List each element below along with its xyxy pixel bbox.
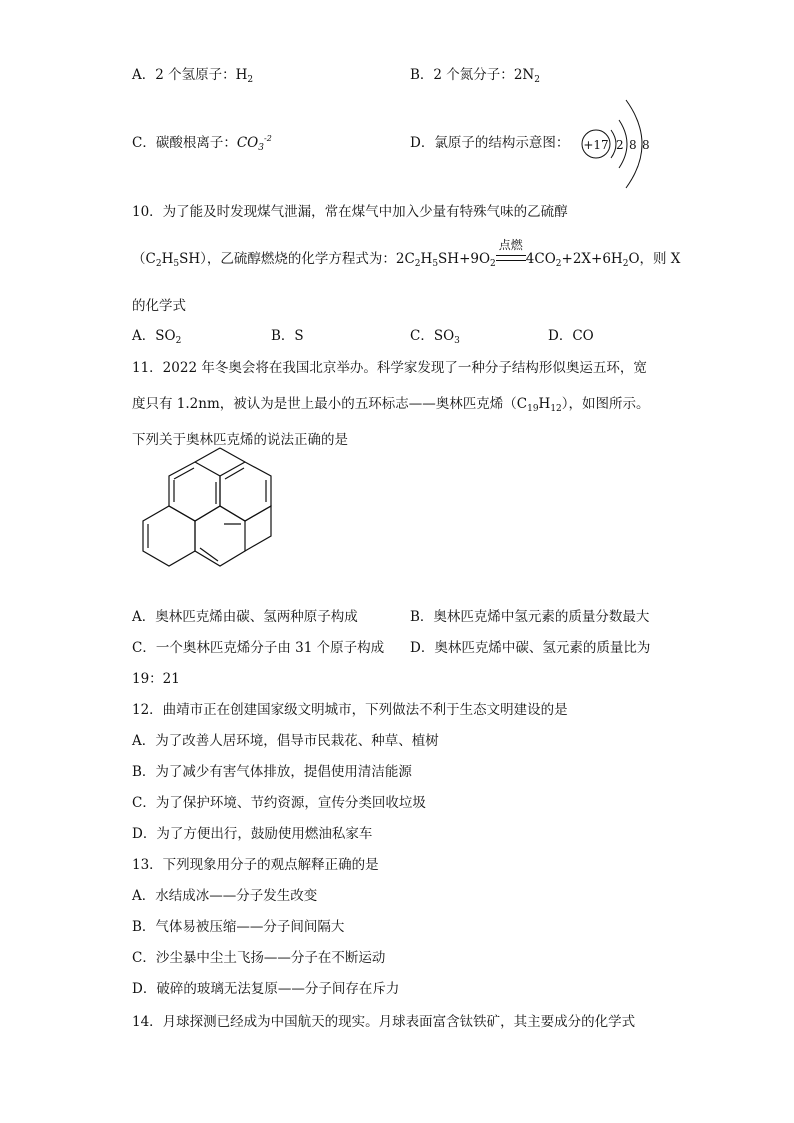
nucleus-charge: +17 bbox=[583, 138, 609, 152]
q11-option-b: B．奥林匹克烯中氢元素的质量分数最大 bbox=[410, 609, 650, 625]
q11-option-d-continued: 19：21 bbox=[132, 671, 180, 687]
q10-line1: 10．为了能及时发现煤气泄漏，常在煤气中加入少量有特殊气味的乙硫醇 bbox=[132, 204, 568, 220]
q13-option-c: C．沙尘暴中尘土飞扬——分子在不断运动 bbox=[132, 950, 386, 966]
q13-option-a: A．水结成冰——分子发生改变 bbox=[132, 888, 318, 904]
q14-stem: 14．月球探测已经成为中国航天的现实。月球表面富含钛铁矿，其主要成分的化学式 bbox=[132, 1014, 636, 1030]
shell-electrons-3: 8 bbox=[642, 138, 650, 152]
q9-option-b-formula: $2N_2$ bbox=[513, 67, 540, 85]
shell-electrons-2: 8 bbox=[629, 138, 637, 152]
shell-electrons-1: 2 bbox=[616, 138, 624, 152]
q11-option-d: D．奥林匹克烯中碳、氢元素的质量比为 bbox=[410, 640, 651, 656]
q12-option-c: C．为了保护环境、节约资源，宣传分类回收垃圾 bbox=[132, 795, 426, 811]
q10-option-a: A．$SO_2$ bbox=[132, 328, 182, 346]
q9-option-d bbox=[410, 134, 569, 152]
q10-option-b: B．S bbox=[271, 328, 304, 344]
q11-line1: 11．2022 年冬奥会将在我国北京举办。科学家发现了一种分子结构形似奥运五环，宽 bbox=[132, 360, 647, 376]
q10-line2: $(C_2H_5SH)$，乙硫醇燃烧的化学方程式为：$2C_2H_5SH+9O_2$ 点燃 $4CO_2+2X+6H_2O$，则 X bbox=[132, 238, 681, 269]
q11-line2: 度只有 1.2nm，被认为是世上最小的五环标志——奥林匹克烯$(C_{19}H_{12})$，如图所示。 bbox=[132, 396, 650, 414]
q12-stem: 12．曲靖市正在创建国家级文明城市，下列做法不利于生态文明建设的是 bbox=[132, 702, 568, 718]
q9-option-b bbox=[410, 66, 540, 84]
q11-option-c: C．一个奥林匹克烯分子由 31 个原子构成 bbox=[132, 640, 385, 656]
q10-option-c: C．$SO_3$ bbox=[410, 328, 460, 346]
q11-option-a: A．奥林匹克烯由碳、氢两种原子构成 bbox=[132, 609, 358, 625]
olympicene-structure-diagram bbox=[130, 462, 330, 602]
q12-option-d: D．为了方便出行，鼓励使用燃油私家车 bbox=[132, 826, 373, 842]
q9-option-b-label: B．2 个氮分子： bbox=[410, 67, 514, 83]
q12-option-a: A．为了改善人居环境，倡导市民栽花、种草、植树 bbox=[132, 733, 439, 749]
chlorine-atom-diagram bbox=[578, 94, 658, 194]
q9-option-a bbox=[132, 66, 253, 84]
q13-option-d: D．破碎的玻璃无法复原——分子间存在斥力 bbox=[132, 981, 400, 997]
q9-option-a-formula: $H_2$ bbox=[235, 67, 254, 85]
q9-option-c-ion: $CO_3^{-2}$ bbox=[236, 134, 272, 153]
q9-option-d-label: D．氯原子的结构示意图： bbox=[410, 135, 570, 151]
q9-option-a-label: A．2 个氢原子： bbox=[132, 67, 236, 83]
q10-option-d: D．CO bbox=[548, 328, 594, 344]
q9-option-c bbox=[132, 134, 272, 152]
q11-line3: 下列关于奥林匹克烯的说法正确的是 bbox=[132, 432, 348, 448]
q10-line3: 的化学式 bbox=[132, 298, 186, 314]
q9-option-c-label: C．碳酸根离子： bbox=[132, 135, 237, 151]
q13-option-b: B．气体易被压缩——分子间间隔大 bbox=[132, 919, 345, 935]
q12-option-b: B．为了减少有害气体排放，提倡使用清洁能源 bbox=[132, 764, 412, 780]
q13-stem: 13．下列现象用分子的观点解释正确的是 bbox=[132, 857, 379, 873]
reaction-condition: 点燃 bbox=[496, 250, 526, 268]
